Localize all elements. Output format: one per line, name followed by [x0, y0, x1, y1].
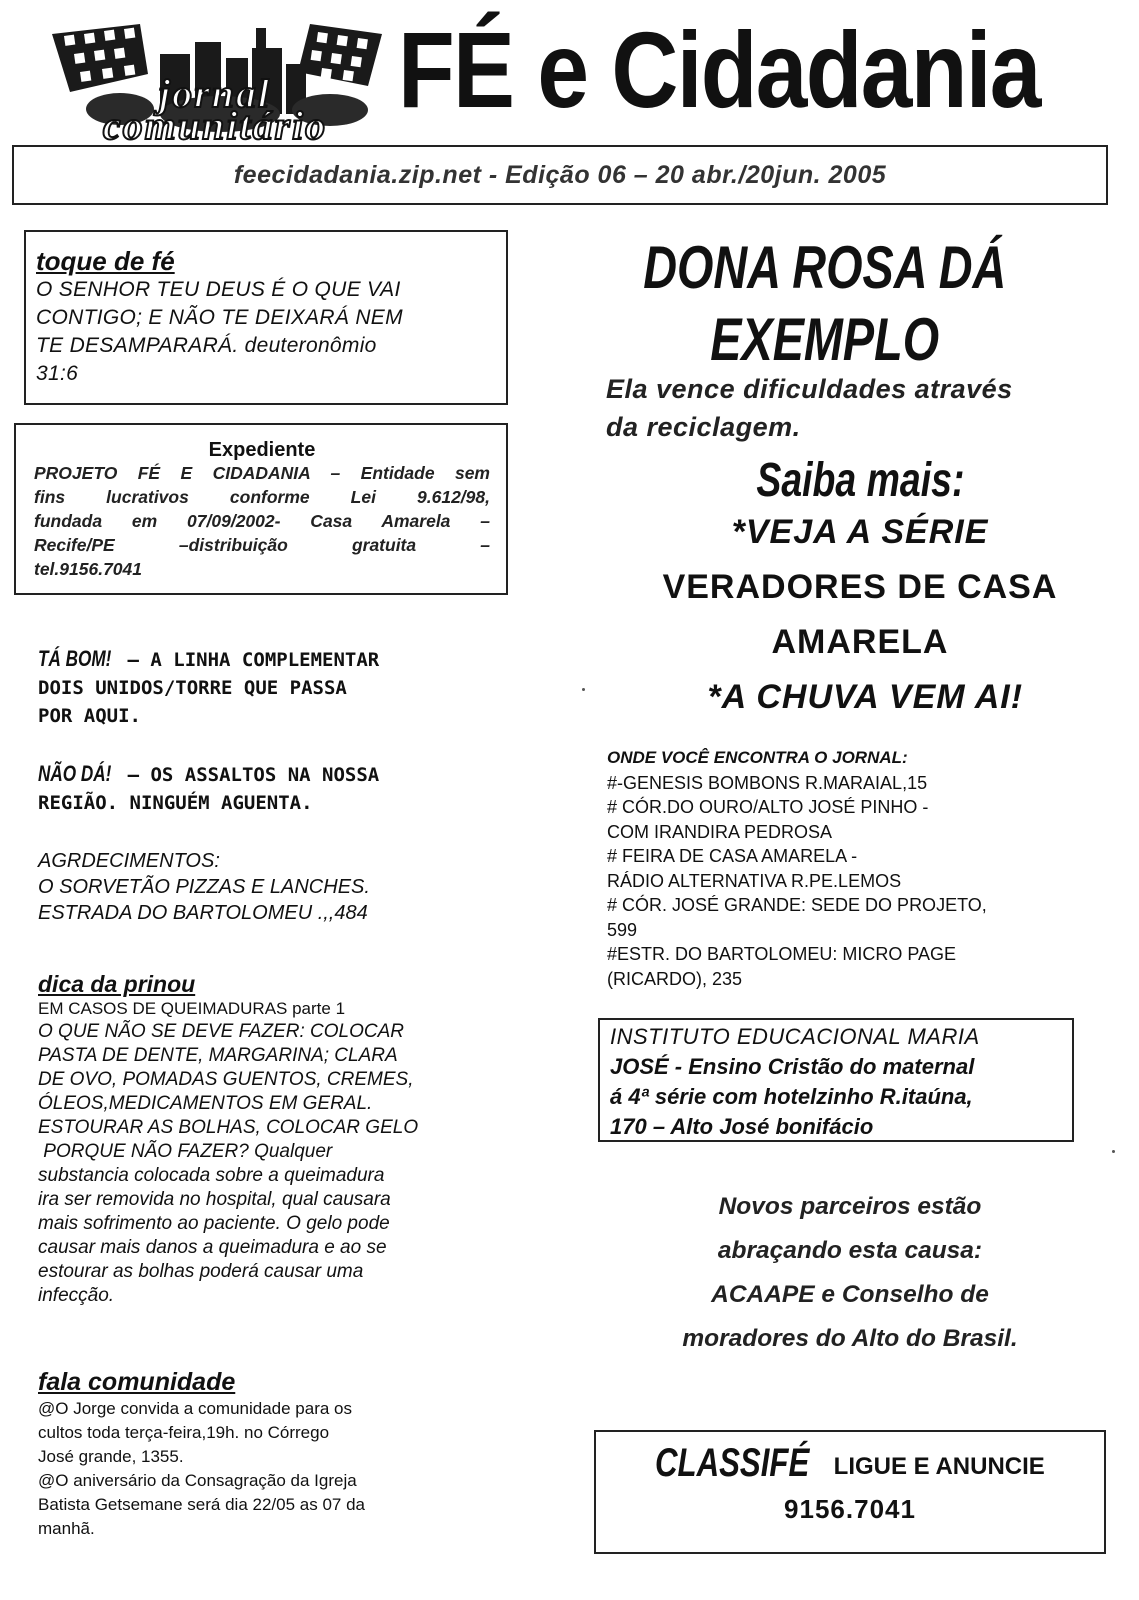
dica-line: infecção.: [38, 1285, 115, 1306]
ta-bom-line: POR AQUI.: [38, 705, 141, 727]
dica-line: ESTOURAR AS BOLHAS, COLOCAR GELO: [38, 1117, 419, 1138]
onde-line: # CÓR.DO OURO/ALTO JOSÉ PINHO -: [607, 797, 929, 817]
ta-bom-label: TÁ BOM!: [38, 646, 112, 671]
onde-line: #ESTR. DO BARTOLOMEU: MICRO PAGE: [607, 944, 957, 964]
onde-title: ONDE VOCÊ ENCONTRA O JORNAL:: [607, 748, 908, 767]
onde-line: # FEIRA DE CASA AMARELA -: [607, 846, 858, 866]
onde-line: COM IRANDIRA PEDROSA: [607, 821, 833, 842]
dica-line: causar mais danos a queimadura e ao se: [38, 1237, 387, 1258]
dica-subtitle: EM CASOS DE QUEIMADURAS parte 1: [38, 999, 346, 1018]
instituto-name: INSTITUTO EDUCACIONAL MARIA: [610, 1024, 980, 1049]
saiba-mais: [600, 455, 1120, 507]
dica-line: DE OVO, POMADAS GUENTOS, CREMES,: [38, 1069, 414, 1090]
logo-word-comunitario: comunitário: [102, 103, 328, 148]
agradecimentos-line: O SORVETÃO PIZZAS E LANCHES.: [38, 876, 370, 898]
headline-line: DONA ROSA DÁ: [643, 234, 1007, 301]
dica-body: [38, 1020, 508, 1308]
onde-line: 599: [607, 919, 638, 940]
toque-de-fe-box: [24, 230, 508, 405]
page-speck: [582, 688, 585, 691]
dica-line: PASTA DE DENTE, MARGARINA; CLARA: [38, 1045, 398, 1066]
classife-brand: CLASSIFÉ: [655, 1441, 810, 1485]
expediente-box: [14, 423, 508, 595]
toque-heading: toque de fé: [36, 246, 175, 276]
nao-da-note: [38, 760, 508, 817]
fala-line: manhã.: [38, 1519, 95, 1538]
veja-block: [600, 505, 1120, 725]
veja-line: VERADORES DE CASA: [662, 568, 1058, 606]
dica-heading: dica da prinou: [38, 971, 196, 997]
dica-line: estourar as bolhas poderá causar uma: [38, 1261, 364, 1282]
newspaper-title: FÉ e Cidadania: [398, 9, 1040, 130]
fala-line: @O Jorge convida a comunidade para os: [38, 1399, 352, 1418]
expediente-line: fins lucrativos conforme Lei 9.612/98,: [34, 487, 490, 507]
page-speck: [1112, 1150, 1115, 1153]
saiba-mais-text: Saiba mais:: [755, 454, 965, 507]
fala-line: cultos toda terça-feira,19h. no Córrego: [38, 1423, 330, 1442]
fala-body: [38, 1397, 508, 1541]
veja-line: AMARELA: [771, 623, 949, 661]
main-headline: [560, 232, 1090, 376]
onde-line: # CÓR. JOSÉ GRANDE: SEDE DO PROJETO,: [607, 895, 987, 915]
classife-tagline: LIGUE E ANUNCIE: [833, 1453, 1045, 1480]
subtitle-line: da reciclagem.: [606, 412, 801, 442]
nao-da-line: – OS ASSALTOS NA NOSSA: [127, 764, 380, 786]
agradecimentos-line: ESTRADA DO BARTOLOMEU .,,484: [38, 902, 368, 924]
veja-line: *A CHUVA VEM AI!: [696, 678, 1024, 716]
agradecimentos: [38, 848, 508, 926]
onde-encontra: [607, 746, 1107, 991]
novos-parceiros: [600, 1185, 1100, 1361]
expediente-title: Expediente: [208, 439, 316, 461]
agradecimentos-title: AGRDECIMENTOS:: [38, 850, 220, 872]
nao-da-line: REGIÃO. NINGUÉM AGUENTA.: [38, 792, 313, 814]
dica-line: ira ser removida no hospital, qual causara: [38, 1189, 391, 1210]
toque-verse: [36, 276, 494, 388]
expediente-line: PROJETO FÉ E CIDADANIA – Entidade sem: [34, 463, 490, 483]
dica-da-prinou: [38, 970, 508, 1308]
veja-line: *VEJA A SÉRIE: [731, 513, 989, 551]
parceiros-line: Novos parceiros estão: [718, 1193, 982, 1220]
instituto-line: JOSÉ - Ensino Cristão do maternal: [610, 1054, 975, 1079]
expediente-line: tel.9156.7041: [34, 559, 143, 579]
nao-da-label: NÃO DÁ!: [38, 761, 112, 786]
fala-comunidade: [38, 1367, 508, 1541]
dica-line: O QUE NÃO SE DEVE FAZER: COLOCAR: [38, 1021, 404, 1042]
dica-line: ÓLEOS,MEDICAMENTOS EM GERAL.: [38, 1093, 373, 1114]
dica-line: substancia colocada sobre a queimadura: [38, 1165, 385, 1186]
toque-line: CONTIGO; E NÃO TE DEIXARÁ NEM: [36, 306, 403, 329]
headline-line: EXEMPLO: [710, 306, 940, 373]
classife-phone: 9156.7041: [784, 1494, 916, 1524]
instituto-line: 170 – Alto José bonifácio: [610, 1114, 874, 1139]
expediente-line: fundada em 07/09/2002- Casa Amarela –: [34, 511, 490, 531]
fala-line: @O aniversário da Consagração da Igreja: [38, 1471, 357, 1490]
expediente-line: Recife/PE –distribuição gratuita –: [34, 535, 490, 555]
onde-line: (RICARDO), 235: [607, 968, 743, 989]
logo-word-jornal: jornal: [158, 71, 272, 116]
parceiros-line: abraçando esta causa:: [717, 1237, 983, 1264]
ta-bom-line: – A LINHA COMPLEMENTAR: [127, 649, 380, 671]
ta-bom-note: [38, 645, 508, 730]
dica-line: mais sofrimento ao paciente. O gelo pode: [38, 1213, 390, 1234]
edition-banner: [12, 145, 1108, 205]
onde-line: #-GENESIS BOMBONS R.MARAIAL,15: [607, 772, 928, 793]
onde-line: RÁDIO ALTERNATIVA R.PE.LEMOS: [607, 870, 902, 891]
toque-line: TE DESAMPARARÁ. deuteronômio: [36, 334, 377, 357]
toque-line: 31:6: [36, 362, 79, 385]
subtitle-line: Ela vence dificuldades através: [606, 374, 1013, 404]
edition-text: feecidadania.zip.net - Edição 06 – 20 abr./20jun. 2005: [233, 160, 887, 189]
classife-box: [594, 1430, 1106, 1554]
parceiros-line: moradores do Alto do Brasil.: [682, 1325, 1018, 1352]
masthead-logo: [30, 14, 400, 148]
fala-line: Batista Getsemane será dia 22/05 as 07 da: [38, 1495, 365, 1514]
headline-subtitle: [606, 370, 1106, 446]
ta-bom-line: DOIS UNIDOS/TORRE QUE PASSA: [38, 677, 347, 699]
instituto-line: á 4ª série com hotelzinho R.itaúna,: [610, 1084, 973, 1109]
expediente-body: [34, 461, 490, 581]
fala-heading: fala comunidade: [38, 1368, 236, 1396]
dica-line: PORQUE NÃO FAZER? Qualquer: [38, 1141, 333, 1162]
instituto-ad: [598, 1018, 1074, 1142]
toque-line: O SENHOR TEU DEUS É O QUE VAI: [36, 278, 401, 301]
fala-line: José grande, 1355.: [38, 1447, 184, 1466]
parceiros-line: ACAAPE e Conselho de: [711, 1281, 989, 1308]
